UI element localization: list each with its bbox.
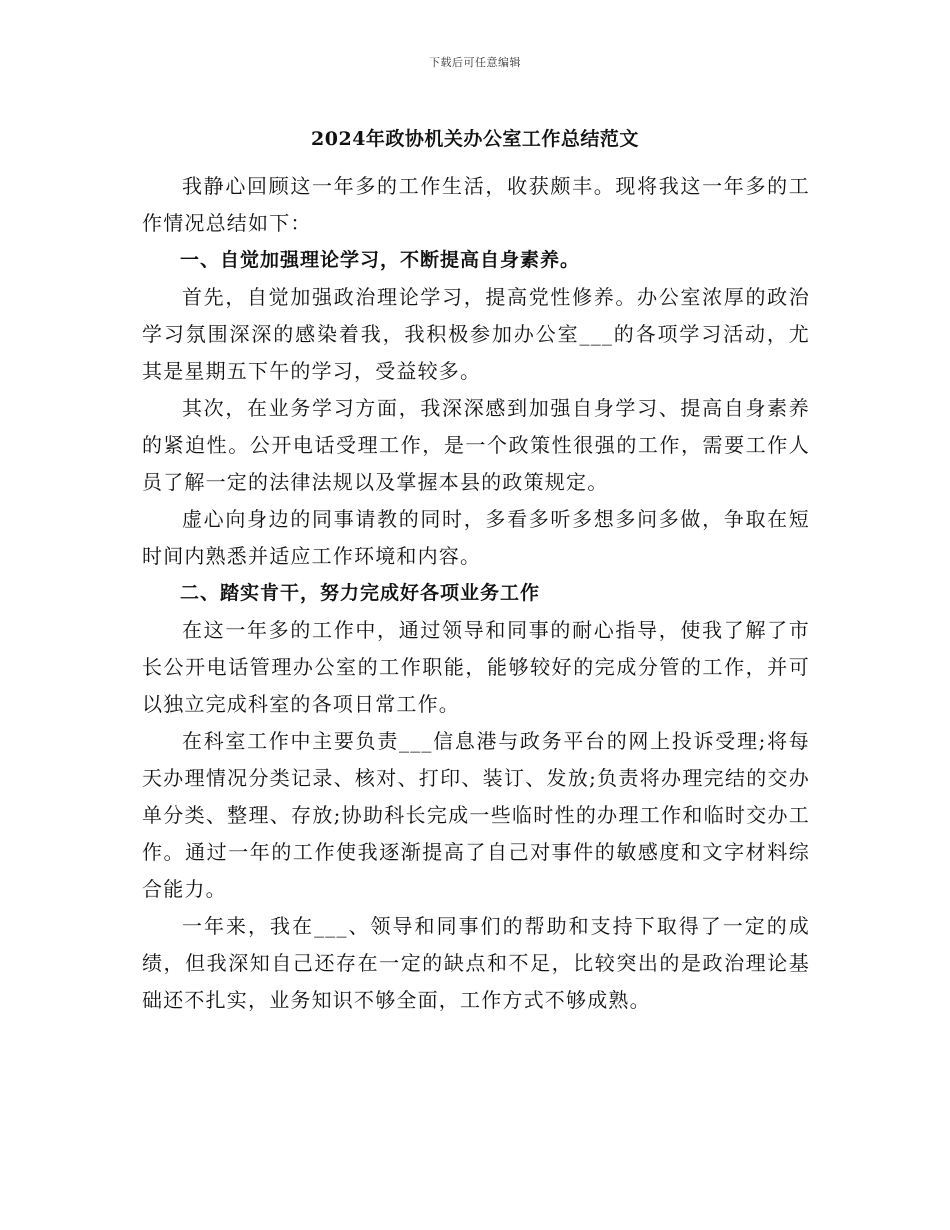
paragraph: 首先，自觉加强政治理论学习，提高党性修养。办公室浓厚的政治学习氛围深深的感染着我，我积极参加办公室___的各项学习活动，尤其是星期五下午的学习，受益较多。 [142, 285, 810, 383]
paragraph: 在科室工作中主要负责___信息港与政务平台的网上投诉受理;将每天办理情况分类记录、核对、打印、装订、发放;负责将办理完结的交办单分类、整理、存放;协助科长完成一些临时性的办理工作和临时交办工作。通过一年的工作使我逐渐提高了自己对事件的敏感度和文字材料综合能力。 [142, 729, 810, 901]
document-body [142, 168, 810, 1019]
paragraph: 一年来，我在___、领导和同事们的帮助和支持下取得了一定的成绩，但我深知自己还存在一定的缺点和不足，比较突出的是政治理论基础还不扎实，业务知识不够全面，工作方式不够成熟。 [142, 914, 810, 1012]
section-heading-1: 一、自觉加强理论学习，不断提高自身素养。 [180, 249, 581, 271]
paragraph: 虚心向身边的同事请教的同时，多看多听多想多问多做，争取在短时间内熟悉并适应工作环境和内容。 [142, 507, 810, 568]
paragraph: 在这一年多的工作中，通过领导和同事的耐心指导，使我了解了市长公开电话管理办公室的工作职能，能够较好的完成分管的工作，并可以独立完成科室的各项日常工作。 [142, 618, 810, 716]
paragraph: 其次，在业务学习方面，我深深感到加强自身学习、提高自身素养的紧迫性。公开电话受理工作，是一个政策性很强的工作，需要工作人员了解一定的法律法规以及掌握本县的政策规定。 [142, 396, 810, 494]
paragraph-intro: 我静心回顾这一年多的工作生活，收获颇丰。现将我这一年多的工作情况总结如下： [142, 174, 810, 235]
section-heading-2: 二、踏实肯干，努力完成好各项业务工作 [180, 582, 541, 604]
header-note: 下载后可任意编辑 [429, 56, 521, 69]
document-title: 2024年政协机关办公室工作总结范文 [311, 128, 639, 150]
